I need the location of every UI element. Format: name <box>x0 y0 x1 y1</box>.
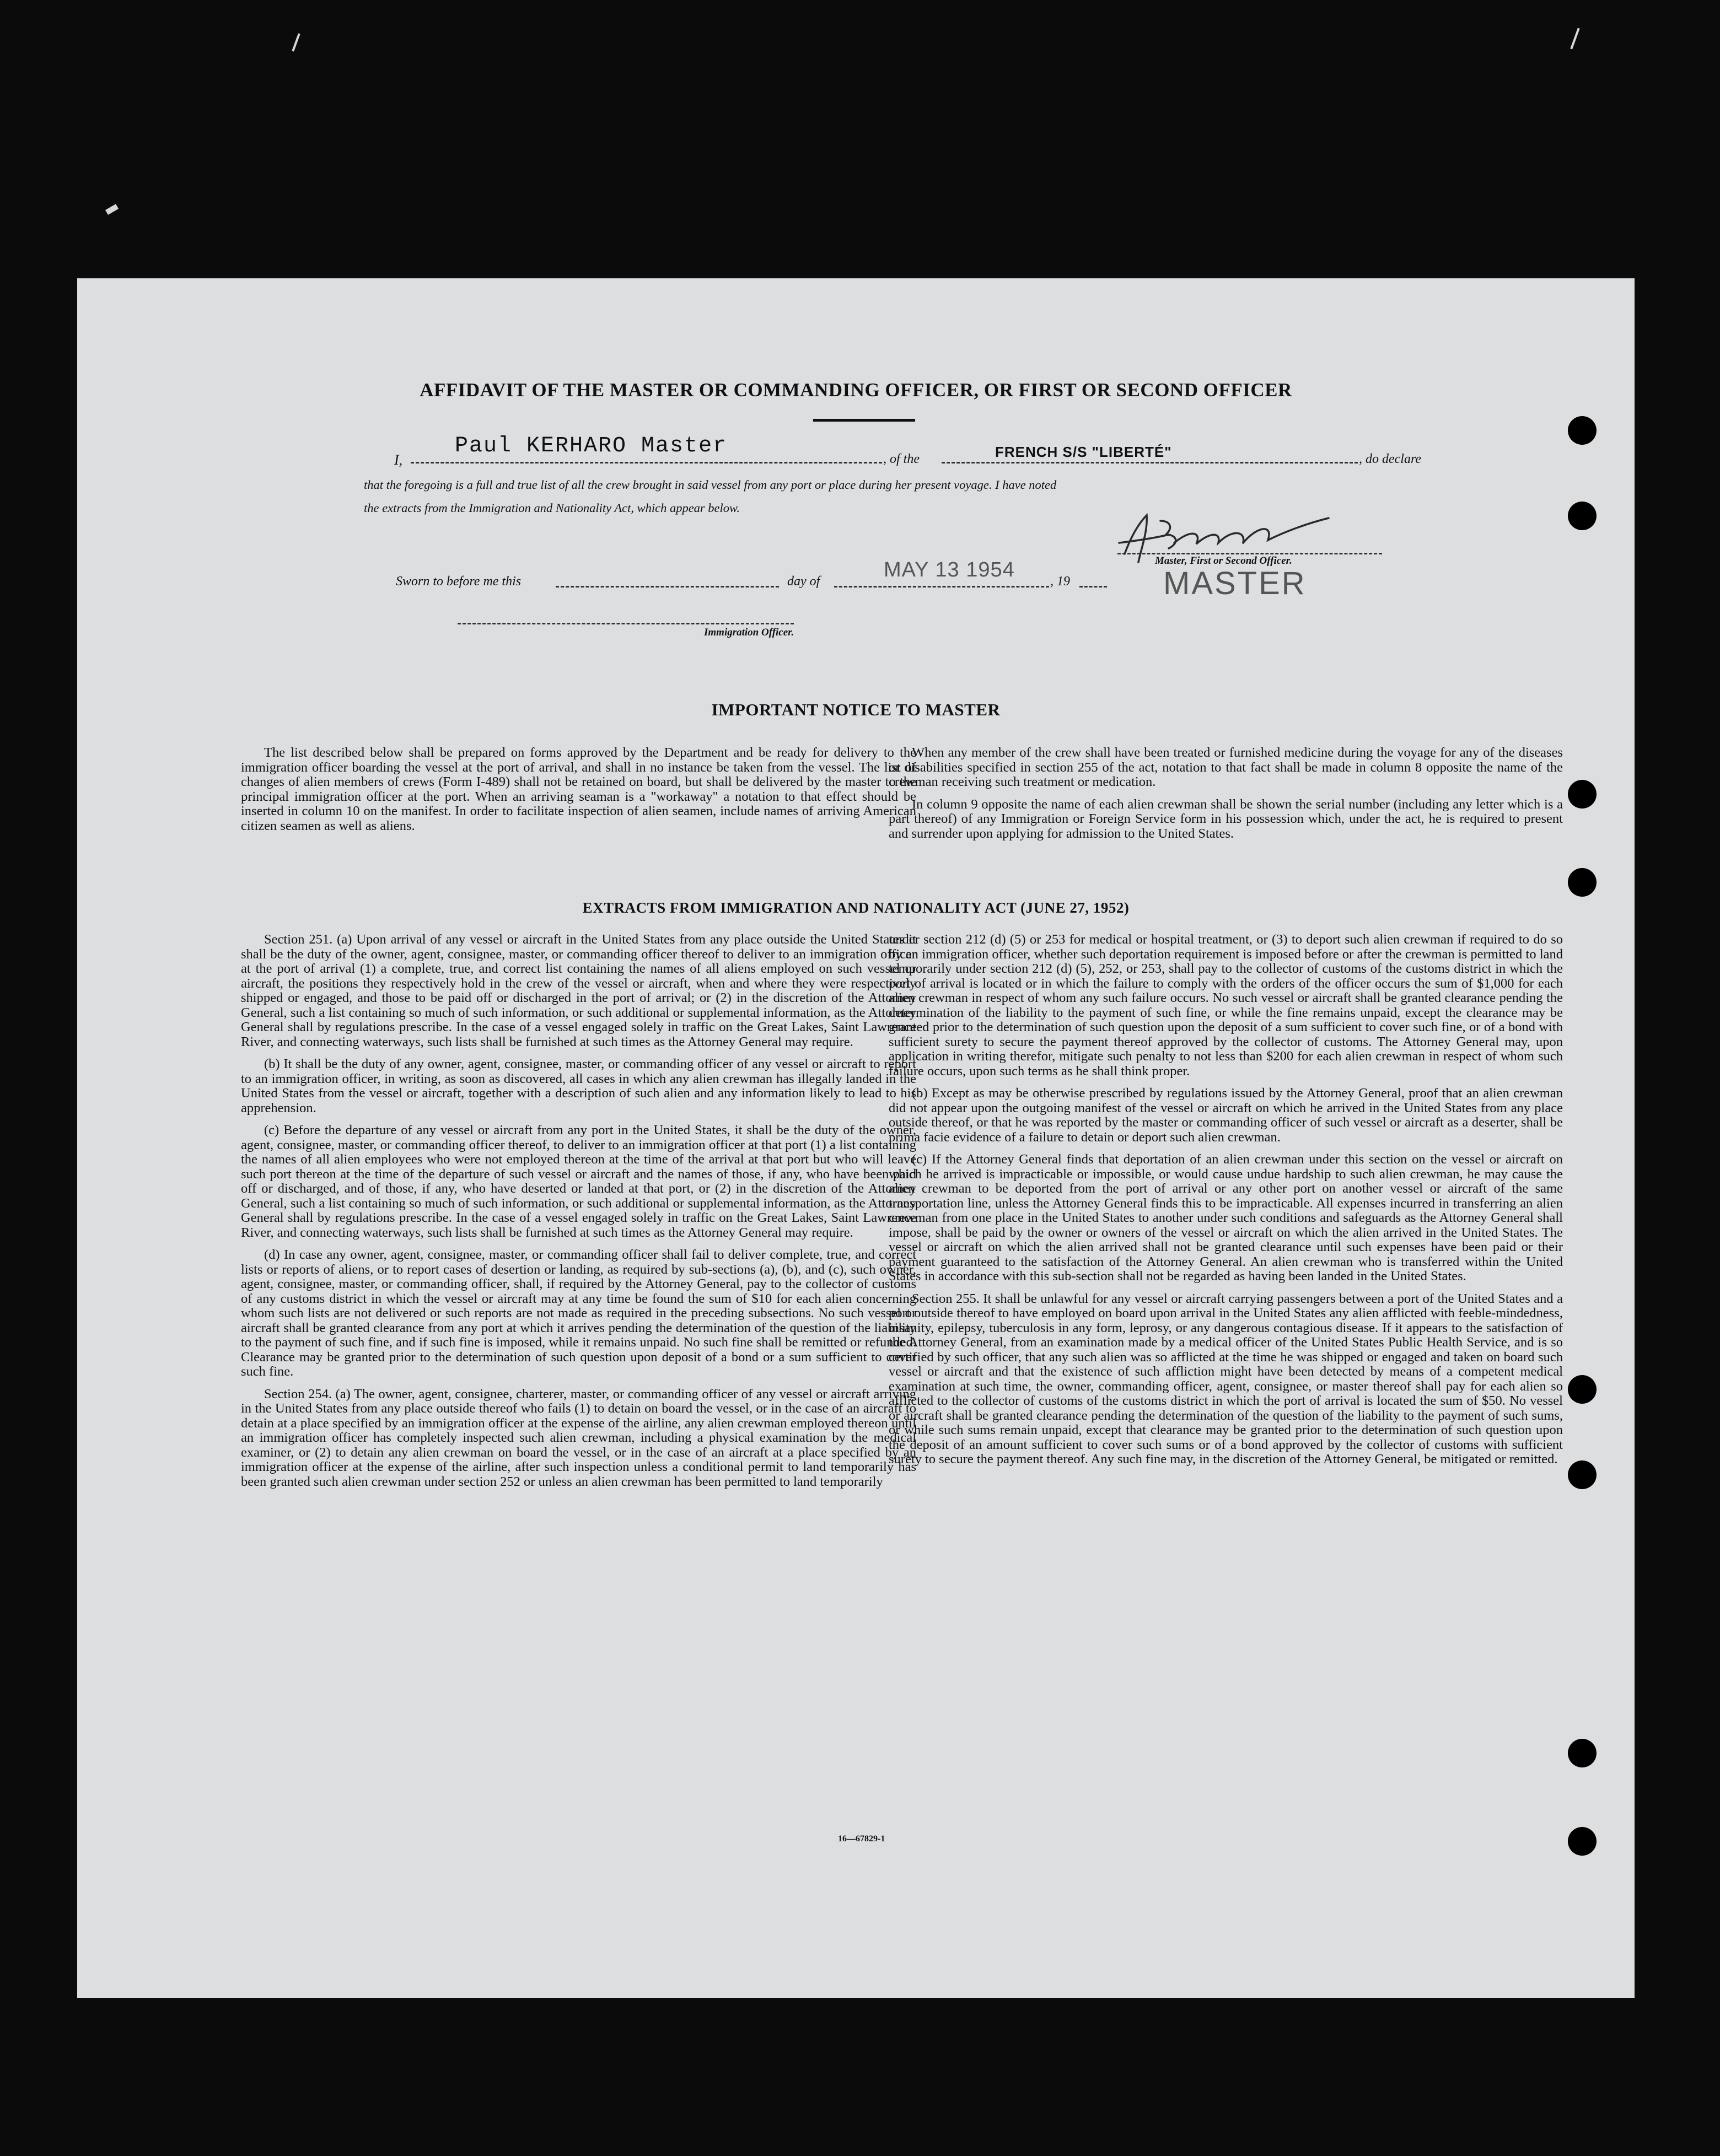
declaration-line-1: that the foregoing is a full and true list of all the crew brought in said vessel from any port or place during her present voyage. I have noted <box>364 478 1057 492</box>
punch-hole <box>1568 1375 1597 1404</box>
date-stamp: MAY 13 1954 <box>884 558 1015 581</box>
notice-title: IMPORTANT NOTICE TO MASTER <box>711 700 1001 719</box>
scan-speck <box>105 204 119 215</box>
extract-paragraph: Section 254. (a) The owner, agent, consignee, charterer, master, or commanding officer of any vessel or aircraft arriving in the United States from any place outside thereof who fails (1) to detain on board the vessel, or in the case of an aircraft to detain at a place specified by an immigration officer at the expense of the airline, any alien crewman employed thereon until an immigration officer has completely inspected such alien crewman, including a physical examination by the medical examiner, or (2) to detain any alien crewman on board the vessel, or in the case of an aircraft at a place specified by an immigration officer at the expense of the airline, after such inspection unless a conditional permit to land temporarily has been granted such alien crewman under section 252 or unless an alien crewman has been permitted to land temporarily <box>241 1386 916 1489</box>
notice-right-paragraph-1: When any member of the crew shall have been treated or furnished medicine during the voyage for any of the diseases or disabilities specified in section 255 of the act, notation to that fact shall be made in column 8 opposite the name of the crewman receiving such treatment or medication. <box>889 745 1563 789</box>
i-label: I, <box>394 452 403 468</box>
day-of-label: day of <box>787 574 820 589</box>
master-stamp: MASTER <box>1163 565 1307 601</box>
form-number: 16—67829-1 <box>838 1834 885 1844</box>
scan-speck <box>1570 28 1579 50</box>
notice-right-paragraph-2: In column 9 opposite the name of each alien crewman shall be shown the serial number (including any letter which is a part thereof) of any Immigration or Foreign Service form in his possession which, under the act, he is required to present and surrender upon applying for admission to the United States. <box>889 796 1563 841</box>
extract-paragraph: Section 255. It shall be unlawful for any vessel or aircraft carrying passengers between a port of the United States and a port outside thereof to have employed on board upon arrival in the United States any alien afflicted with feeble-mindedness, insanity, epilepsy, tuberculosis in any form, leprosy, or any dangerous contagious disease. If it appears to the satisfaction of the Attorney General, from an examination made by a medical officer of the United States Public Health Service, and is so certified by such officer, that any such alien was so afflicted at the time he was shipped or engaged and taken on board such vessel or aircraft and that the existence of such affliction might have been detected by means of a competent medical examination at such time, the owner, commanding officer, agent, consignee, or master thereof shall pay for each alien so afflicted to the collector of customs of the customs district in which the port of arrival is located the sum of $50. No vessel or aircraft shall be granted clearance pending the determination of the question of the liability to the payment of such sums, or while such sums remain unpaid, except that clearance may be granted prior to the determination of such question upon the deposit of an amount sufficient to cover such sums or of a bond approved by the collector of customs with sufficient surety to secure the payment thereof. Any such fine may, in the discretion of the Attorney General, be mitigated or remitted. <box>889 1291 1563 1467</box>
extracts-title: EXTRACTS FROM IMMIGRATION AND NATIONALITY ACT (JUNE 27, 1952) <box>582 899 1130 916</box>
sworn-label: Sworn to before me this <box>396 574 522 589</box>
scan-speck <box>292 33 300 51</box>
extract-paragraph: under section 212 (d) (5) or 253 for medical or hospital treatment, or (3) to deport such alien crewman if required to do so by an immigration officer, whether such deportation requirement is imposed before or after the crewman is permitted to land temporarily under section 212 (d) (5), 252, or 253, shall pay to the collector of customs of the customs district in which the port of arrival is located or in which the failure to comply with the orders of the officer occurs the sum of $1,000 for each alien crewman in respect of whom any such failure occurs. No such vessel or aircraft shall be granted clearance pending the determination of the liability to the payment of such fine, or while the fine remains unpaid, except the clearance may be granted prior to the determination of such question upon the deposit of a sum sufficient to cover such fine, or of a bond with sufficient surety to secure the payment thereof approved by the collector of customs. The Attorney General may, upon application in writing therefor, mitigate such penalty to not less than $200 for each alien crewman in respect of whom such failure occurs, upon such terms as he shall think proper. <box>889 932 1563 1079</box>
punch-hole <box>1568 868 1597 897</box>
affidavit-page <box>77 278 1635 1998</box>
extract-paragraph: (c) Before the departure of any vessel or aircraft from any port in the United States, it shall be the duty of the owner, agent, consignee, master, or commanding officer thereof, to deliver to an immigration officer at that port (1) a list containing the names of all alien employees who were not employed thereon at the time of the arrival at that port but who will leave such port thereon at the time of the departure of such vessel or aircraft and the names of those, if any, who have been paid off or discharged, and of those, if any, who have deserted or landed at that port, or (2) in the discretion of the Attorney General, such a list containing so much of such information, or such additional or supplemental information, as the Attorney General shall by regulations prescribe. In the case of a vessel engaged solely in traffic on the Great Lakes, Saint Lawrence River, and connecting waterways, such lists shall be furnished at such times as the Attorney General may require. <box>241 1123 916 1240</box>
affidavit-title: AFFIDAVIT OF THE MASTER OR COMMANDING OFFICER, OR FIRST OR SECOND OFFICER <box>420 379 1292 401</box>
immigration-officer-caption: Immigration Officer. <box>704 627 794 638</box>
declaration-line-2: the extracts from the Immigration and Nationality Act, which appear below. <box>364 501 740 515</box>
year-label: , 19 <box>1050 574 1070 589</box>
master-name-line <box>411 462 882 463</box>
do-declare-label: , do declare <box>1359 452 1422 466</box>
extract-paragraph: (d) In case any owner, agent, consignee, master, or commanding officer shall fail to deliver complete, true, and correct lists or reports of aliens, or to report cases of desertion or landing, as required by sub-sections (a), (b), and (c), such owner, agent, consignee, master, or commanding officer, shall, if required by the Attorney General, pay to the collector of customs of any customs district in which the vessel or aircraft may at any time be found the sum of $10 for each alien concerning whom such lists are not delivered or such reports are not made as required in the preceding subsections. No such vessel or aircraft shall be granted clearance from any port at which it arrives pending the determination of the question of the liability to the payment of such fine, and if such fine is imposed, while it remains unpaid. No such fine shall be remitted or refunded. Clearance may be granted prior to the determination of such question upon deposit of a bond or a sum sufficient to cover such fine. <box>241 1247 916 1379</box>
title-rule <box>813 419 915 422</box>
extract-paragraph: Section 251. (a) Upon arrival of any vessel or aircraft in the United States from any place outside the United States it shall be the duty of the owner, agent, consignee, master, or commanding officer thereof to deliver to an immigration officer at the port of arrival (1) a complete, true, and correct list containing the names of all aliens employed on such vessel or aircraft, the positions they respectively hold in the crew of the vessel or aircraft, when and where they were respectively shipped or engaged, and those to be paid off or discharged in the port of arrival; or (2) in the discretion of the Attorney General, such a list containing so much of such information, or such additional or supplemental information, as the Attorney General shall by regulations prescribe. In the case of a vessel engaged solely in traffic on the Great Lakes, Saint Lawrence River, and connecting waterways, such lists shall be furnished at such times as the Attorney General may require. <box>241 932 916 1049</box>
extracts-right-column <box>889 933 1563 1475</box>
vessel-name: FRENCH S/S "LIBERTÉ" <box>995 444 1172 460</box>
punch-hole <box>1568 502 1597 530</box>
signature-line <box>1117 553 1382 554</box>
notice-right-column-text <box>889 746 1563 849</box>
vessel-name-line <box>942 462 1358 463</box>
punch-hole <box>1568 416 1597 445</box>
punch-hole <box>1568 780 1597 808</box>
sworn-month-line <box>834 586 1049 587</box>
extract-paragraph: (b) Except as may be otherwise prescribed by regulations issued by the Attorney General, proof that an alien crewman did not appear upon the outgoing manifest of the vessel or aircraft on which he arrived in the United States from any place outside thereof, or that he was reported by the master or commanding officer of such vessel or aircraft as a deserter, shall be prima facie evidence of a failure to detain or deport such alien crewman. <box>889 1086 1563 1145</box>
extract-paragraph: (b) It shall be the duty of any owner, agent, consignee, master, or commanding officer of any vessel or aircraft to report to an immigration officer, in writing, as soon as discovered, all cases in which any alien crewman has illegally landed in the United States from the vessel or aircraft, together with a description of such alien and any information likely to lead to his apprehension. <box>241 1057 916 1115</box>
notice-left-paragraph: The list described below shall be prepared on forms approved by the Department and be ready for delivery to the immigration officer boarding the vessel at the port of arrival, and shall in no instance be taken from the vessel. The list of changes of alien members of crews (Form I-489) shall not be retained on board, but shall be delivered by the master to the principal immigration officer at the port. When an arriving seaman is a "workaway" a notation to that effect should be inserted in column 10 on the manifest. In order to facilitate inspection of alien seamen, include names of arriving American citizen seamen as well as aliens. <box>241 745 916 833</box>
extract-paragraph: (c) If the Attorney General finds that deportation of an alien crewman under this section on the vessel or aircraft on which he arrived is impracticable or impossible, or would cause undue hardship to such alien crewman, he may cause the alien crewman to be deported from the port of arrival or any other port on another vessel or aircraft of the same transportation line, unless the Attorney General finds this to be impracticable. All expenses incurred in transferring an alien crewman from one place in the United States to another under such conditions and safeguards as the Attorney General shall impose, shall be paid by the owner or owners of the vessel or aircraft on which the alien arrived in the United States. The vessel or aircraft on which the alien arrived shall not be granted clearance until such expenses have been paid or their payment guaranteed to the satisfaction of the Attorney General. An alien crewman who is transferred within the United States in accordance with this sub-section shall not be regarded as having been landed in the United States. <box>889 1152 1563 1284</box>
signature-caption: Master, First or Second Officer. <box>1155 555 1292 567</box>
sworn-day-line <box>556 586 779 587</box>
extracts-left-column <box>241 933 916 1497</box>
punch-hole <box>1568 1827 1597 1856</box>
master-name: Paul KERHARO Master <box>455 434 728 459</box>
of-the-label: , of the <box>883 452 920 466</box>
punch-hole <box>1568 1739 1597 1767</box>
immigration-officer-line <box>458 623 794 624</box>
sworn-year-line <box>1079 586 1107 587</box>
punch-hole <box>1568 1460 1597 1489</box>
notice-left-column <box>241 746 916 841</box>
